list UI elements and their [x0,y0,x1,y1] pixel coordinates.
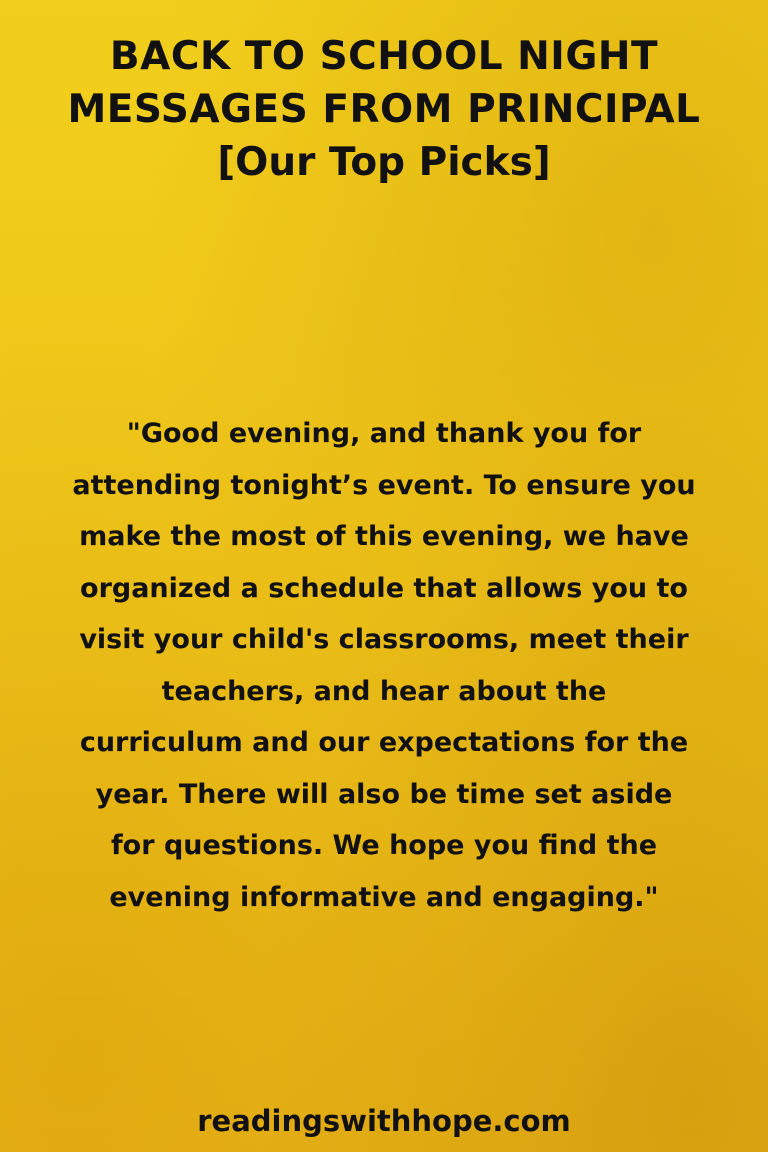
title-line-1: BACK TO SCHOOL NIGHT [109,34,659,79]
message-line: for questions. We hope you find the [110,830,658,861]
message-line: year. There will also be time set aside [95,778,673,810]
title-line-2: MESSAGES FROM PRINCIPAL [67,87,701,132]
principal-message [30,408,738,923]
message-line: make the most of this evening, we have [79,521,689,552]
message-line: attending tonight’s event. To ensure you [72,469,696,501]
website-footer: readingswithhope.com [197,1104,571,1138]
message-line: visit your child's classrooms, meet their [79,624,689,655]
message-line: evening informative and engaging." [109,881,659,913]
page-title [0,30,768,189]
message-line: curriculum and our expectations for the [79,727,689,758]
message-line: teachers, and hear about the [161,675,607,707]
message-line: "Good evening, and thank you for [126,418,642,449]
message-line: organized a schedule that allows you to [80,572,688,604]
title-subtitle: [Our Top Picks] [217,140,551,185]
